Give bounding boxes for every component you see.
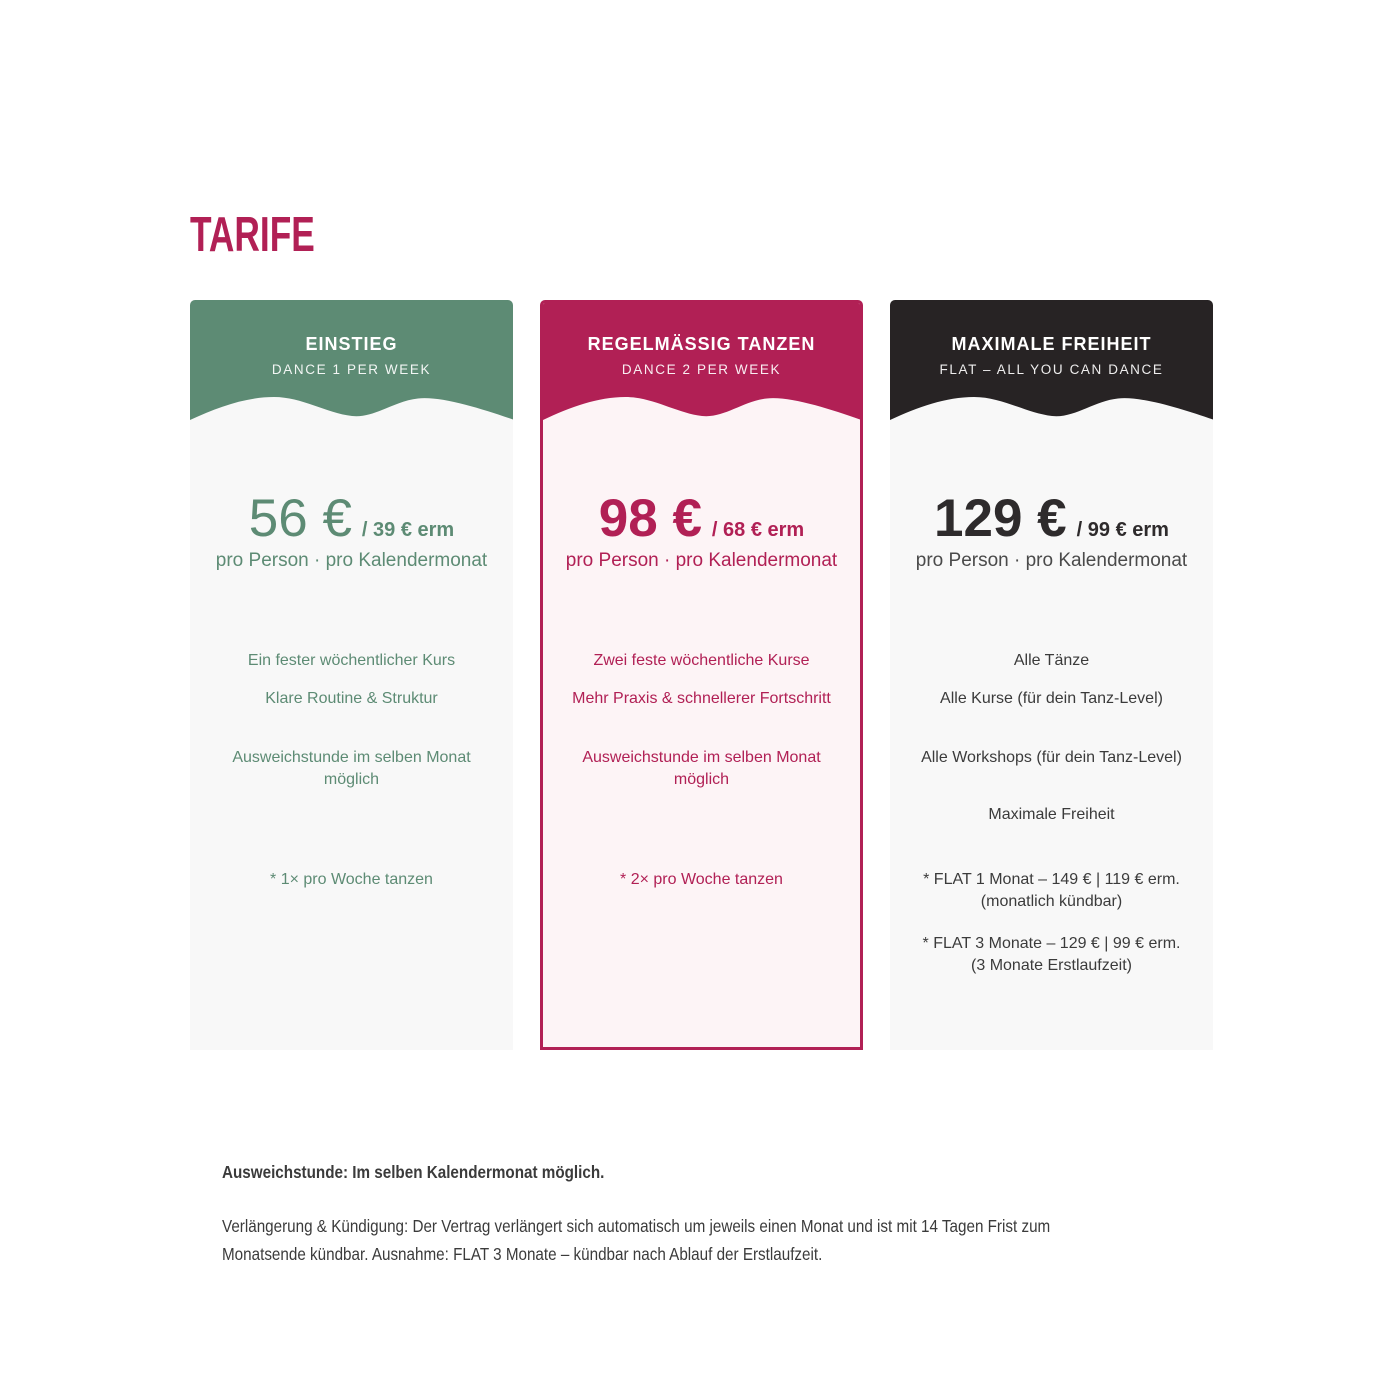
price — [565, 489, 838, 572]
feature-item: Alle Workshops (für dein Tanz-Level) — [921, 749, 1182, 766]
feature-item: Alle Tänze — [1013, 652, 1090, 669]
card-title: MAXIMALE FREIHEIT — [951, 334, 1152, 354]
feature-item: Maximale Freiheit — [988, 806, 1115, 823]
feature-item: Ausweichstunde im selben Monat möglich — [582, 749, 821, 788]
card-title: REGELMÄSSIG TANZEN — [587, 334, 816, 354]
feature-list — [212, 650, 491, 826]
pricing-cards — [190, 300, 1213, 1050]
feature-item: Alle Kurse (für dein Tanz-Level) — [940, 690, 1163, 707]
price-amount: 98 € — [598, 489, 702, 548]
card-subtitle: DANCE 1 PER WEEK — [271, 362, 432, 377]
price-reduced: / 68 € erm — [711, 519, 805, 541]
pricing-card-regelmaessig — [540, 300, 863, 1050]
feature-item — [212, 804, 491, 826]
card-header — [543, 303, 860, 420]
price-amount: 129 € — [934, 489, 1067, 548]
note-list — [212, 869, 491, 891]
wave-decoration — [543, 387, 860, 421]
note-text: * FLAT 1 Monat – 149 € | 119 € erm. — [923, 871, 1180, 888]
price-period: pro Person · pro Kalendermonat — [915, 550, 1188, 571]
note — [565, 869, 838, 891]
note — [212, 869, 491, 891]
price — [912, 489, 1191, 572]
note-sub: (monatlich kündbar) — [980, 893, 1123, 910]
page-title: TARIFE — [190, 207, 315, 262]
card-body — [543, 489, 860, 891]
note-text: * 1× pro Woche tanzen — [270, 871, 433, 888]
note-list — [912, 869, 1191, 977]
card-body — [890, 489, 1213, 977]
footer — [222, 1160, 1092, 1268]
note-text: * 2× pro Woche tanzen — [620, 871, 783, 888]
price — [212, 489, 491, 572]
card-header — [890, 300, 1213, 420]
footer-note-bold: Ausweichstunde: Im selben Kalendermonat möglich. — [222, 1162, 605, 1182]
feature-item: Klare Routine & Struktur — [265, 690, 438, 707]
feature-item: Ein fester wöchentlicher Kurs — [247, 652, 456, 669]
footer-note: Verlängerung & Kündigung: Der Vertrag verlängert sich automatisch um jeweils einen Monat und ist mit 14 Tagen Frist zum Monatsende kündbar. Ausnahme: FLAT 3 Monate – kündbar nach Ablauf der Erstlaufzeit. — [222, 1215, 1051, 1264]
price-period: pro Person · pro Kalendermonat — [565, 550, 838, 571]
note-sub: (3 Monate Erstlaufzeit) — [971, 957, 1132, 974]
wave-decoration — [190, 387, 513, 421]
card-subtitle: DANCE 2 PER WEEK — [621, 362, 782, 377]
price-reduced: / 39 € erm — [361, 519, 455, 541]
feature-list — [912, 650, 1191, 826]
card-header — [190, 300, 513, 420]
feature-item: Mehr Praxis & schnellerer Fortschritt — [572, 690, 831, 707]
note — [912, 933, 1191, 977]
price-amount: 56 € — [248, 489, 352, 548]
feature-item: Ausweichstunde im selben Monat möglich — [232, 749, 471, 788]
wave-decoration — [890, 387, 1213, 421]
card-body — [190, 489, 513, 891]
pricing-card-einstieg — [190, 300, 513, 1050]
note-text: * FLAT 3 Monate – 129 € | 99 € erm. — [922, 935, 1181, 952]
card-subtitle: FLAT – ALL YOU CAN DANCE — [939, 362, 1164, 377]
feature-list — [565, 650, 838, 826]
note-list — [565, 869, 838, 891]
price-reduced: / 99 € erm — [1076, 519, 1169, 541]
note — [912, 869, 1191, 913]
price-period: pro Person · pro Kalendermonat — [215, 550, 488, 571]
feature-item: Zwei feste wöchentliche Kurse — [593, 652, 810, 669]
feature-item — [565, 804, 838, 826]
card-title: EINSTIEG — [305, 334, 398, 354]
pricing-card-maximale-freiheit — [890, 300, 1213, 1050]
